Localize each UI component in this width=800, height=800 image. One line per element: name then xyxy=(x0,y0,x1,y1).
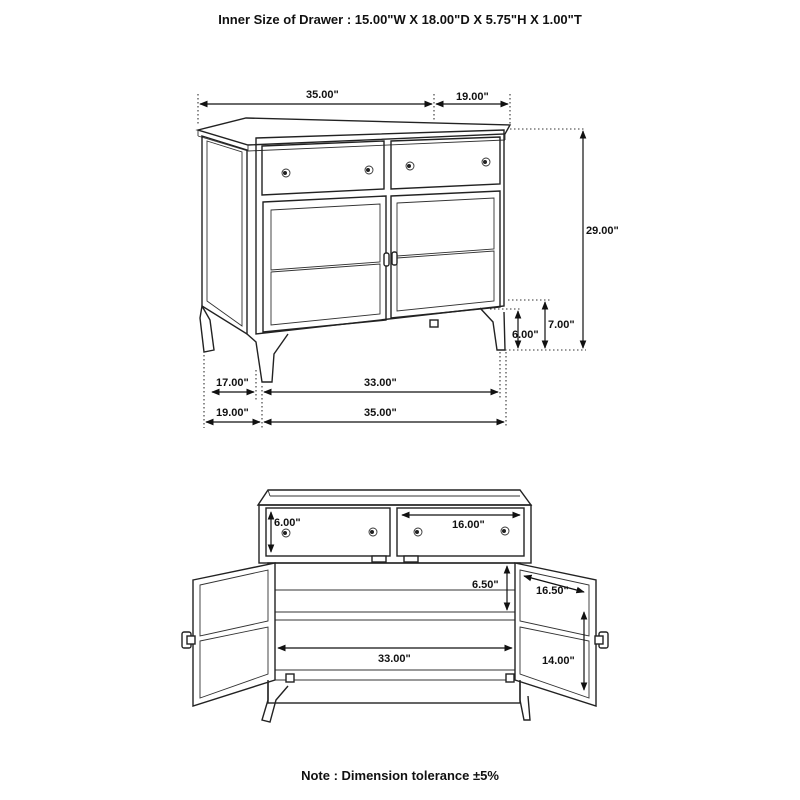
dim-side-inner-depth: 17.00" xyxy=(216,377,249,389)
open-door-left xyxy=(182,563,275,706)
dim-side-bottom-depth: 19.00" xyxy=(216,407,249,419)
front-view xyxy=(198,89,619,428)
open-legs xyxy=(262,674,530,722)
dim-leg-height-outer: 7.00" xyxy=(548,319,575,331)
dim-drawer-height: 6.00" xyxy=(274,517,301,529)
cabinet-side xyxy=(202,136,247,334)
dim-drawer-width: 16.00" xyxy=(452,519,485,531)
footer-note: Note : Dimension tolerance ±5% xyxy=(301,768,499,783)
dim-front-inner-width: 33.00" xyxy=(364,377,397,389)
diagram-title: Inner Size of Drawer : 15.00"W X 18.00"D X 5.75"H X 1.00"T xyxy=(218,12,582,27)
dim-inner-width: 33.00" xyxy=(378,653,411,665)
open-view xyxy=(182,490,608,722)
dim-height-total: 29.00" xyxy=(586,225,619,237)
handle-icon xyxy=(372,556,418,562)
dim-leg-height-inner: 6.00" xyxy=(512,329,539,341)
dim-depth-top: 19.00" xyxy=(456,91,489,103)
door-left xyxy=(263,196,386,332)
dim-width-top: 35.00" xyxy=(306,89,339,101)
dim-door-height: 14.00" xyxy=(542,655,575,667)
dim-front-bottom-width: 35.00" xyxy=(364,407,397,419)
dim-door-width: 16.50" xyxy=(536,585,569,597)
dim-shelf-height: 6.50" xyxy=(472,579,499,591)
knob-icon xyxy=(282,158,490,177)
cabinet-front xyxy=(256,130,504,334)
cabinet-legs xyxy=(200,306,505,382)
